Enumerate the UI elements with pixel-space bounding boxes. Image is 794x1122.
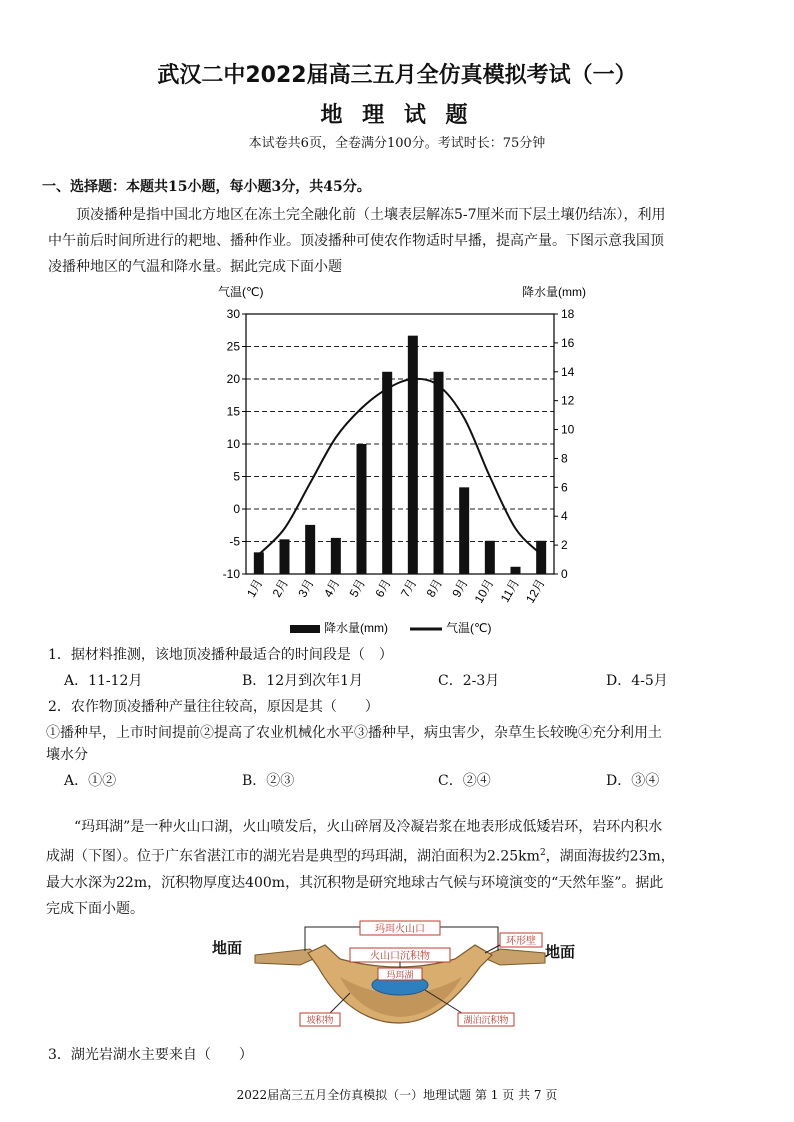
- x-tick-label: 9月: [449, 576, 471, 600]
- superscript: 2: [539, 848, 546, 858]
- passage-1-line: 凌播种地区的气温和降水量。据此完成下面小题: [48, 259, 342, 275]
- x-tick-label: 7月: [397, 576, 420, 600]
- crater-sediment-label: 火山口沉积物: [370, 951, 430, 962]
- precip-bar: [434, 372, 444, 574]
- passage-2-line: 完成下面小题。: [46, 900, 144, 917]
- right-tick-label: 4: [561, 509, 568, 524]
- right-tick-label: 2: [561, 538, 568, 553]
- precip-bar: [280, 539, 290, 574]
- precip-bar: [382, 372, 392, 574]
- left-tick-label: 10: [226, 437, 240, 451]
- slope-label: 坡积物: [306, 1015, 334, 1025]
- right-tick-label: 6: [561, 480, 568, 495]
- question-2-stem: 2．农作物顶凌播种产量往往较高，原因是其（ ）: [48, 699, 379, 715]
- crater-label: 玛珥火山口: [375, 924, 425, 935]
- lake-label: 玛珥湖: [386, 970, 414, 980]
- right-tick-label: 0: [561, 567, 568, 581]
- page-footer: 2022届高三五月全仿真模拟（一）地理试题 第 1 页 共 7 页: [236, 1088, 558, 1102]
- maar-lake-diagram: [200, 915, 600, 1035]
- x-tick-label: 12月: [522, 576, 548, 606]
- legend-line-label: 气温(℃): [446, 621, 492, 635]
- temperature-line: [259, 379, 541, 555]
- right-ground-strip: [482, 949, 545, 965]
- legend-bar-label: 降水量(mm): [324, 621, 388, 635]
- x-tick-label: 1月: [243, 576, 266, 600]
- q1-option-c[interactable]: C．2-3月: [438, 673, 500, 689]
- question-2-statements: ①播种早，上市时间提前②提高了农业机械化水平③播种早，病虫害少，杂草生长较晚④充分利用土: [46, 725, 662, 741]
- passage-2-line: [46, 840, 756, 870]
- precip-bar: [536, 541, 546, 574]
- passage-1: [48, 202, 748, 280]
- left-ground-label: 地面: [212, 940, 243, 957]
- q1-option-a[interactable]: A．11-12月: [64, 673, 143, 689]
- left-tick-label: 5: [233, 469, 240, 484]
- x-tick-label: 8月: [423, 576, 446, 600]
- question-2-statements-cont: 壤水分: [46, 747, 88, 763]
- left-tick-label: 30: [226, 307, 240, 321]
- q2-option-d[interactable]: D．③④: [606, 773, 660, 789]
- left-axis-title: 气温(℃): [218, 285, 264, 299]
- left-tick-label: 20: [226, 372, 240, 386]
- exam-title: 武汉二中2022届高三五月全仿真模拟考试（一）: [157, 63, 637, 88]
- right-tick-label: 12: [561, 393, 575, 408]
- precip-bar: [459, 487, 469, 574]
- right-ground-label: 地面: [545, 944, 576, 961]
- x-tick-label: 6月: [372, 576, 394, 600]
- left-tick-label: 0: [233, 502, 240, 516]
- passage-2-line: “玛珥湖”是一种火山口湖，火山喷发后，火山碎屑及冷凝岩浆在地表形成低矮岩环，岩环内积水: [74, 819, 663, 835]
- left-tick-label: 15: [226, 404, 240, 419]
- q1-option-d[interactable]: D．4-5月: [606, 673, 668, 689]
- right-tick-label: 18: [561, 307, 575, 321]
- q2-option-c[interactable]: C．②④: [438, 773, 491, 789]
- x-tick-label: 10月: [471, 576, 497, 606]
- right-axis-title: 降水量(mm): [522, 285, 586, 299]
- q1-option-b[interactable]: B．12月到次年1月: [242, 673, 364, 689]
- left-ground-strip: [255, 949, 318, 965]
- x-tick-label: 3月: [295, 576, 317, 600]
- x-tick-label: 4月: [320, 576, 343, 600]
- precip-bar: [485, 541, 495, 574]
- left-tick-label: 25: [226, 339, 240, 354]
- right-tick-label: 10: [561, 422, 575, 437]
- passage-1-line: 中午前后时间所进行的耙地、播种作业。顶凌播种可使农作物适时早播，提高产量。下图示意我国顶: [48, 233, 664, 249]
- precip-bar: [408, 336, 418, 574]
- passage-2-line: 最大水深为22m，沉积物厚度达400m，其沉积物是研究地球古气候与环境演变的“天然年鉴”。据此: [46, 874, 664, 891]
- precip-bar: [511, 567, 521, 574]
- precip-bar: [357, 444, 367, 574]
- passage-2-text: ，湖面海拔约23m，: [545, 848, 675, 865]
- question-3-stem: 3．湖光岩湖水主要来自（ ）: [48, 1047, 253, 1063]
- right-tick-label: 16: [561, 335, 575, 350]
- section-heading: 一、选择题：本题共15小题，每小题3分，共45分。: [42, 179, 371, 195]
- x-tick-label: 2月: [269, 576, 292, 600]
- precip-bar: [254, 552, 264, 574]
- q2-option-a[interactable]: A．①②: [64, 773, 117, 789]
- question-1-stem: 1．据材料推测，该地顶凌播种最适合的时间段是（ ）: [48, 647, 393, 663]
- climate-chart: [210, 282, 590, 647]
- passage-2: [46, 814, 756, 922]
- passage-2-text: 成湖（下图）。位于广东省湛江市的湖光岩是典型的玛珥湖，湖泊面积为2.25km: [46, 848, 540, 865]
- q2-option-b[interactable]: B．②③: [242, 773, 295, 789]
- precip-bar: [305, 525, 315, 574]
- legend-bar-swatch: [290, 625, 320, 633]
- exam-meta: 本试卷共6页，全卷满分100分。考试时长：75分钟: [248, 136, 546, 151]
- left-tick-label: -5: [229, 534, 240, 549]
- left-tick-label: -10: [222, 567, 240, 581]
- passage-1-line: 顶凌播种是指中国北方地区在冻土完全融化前（土壤表层解冻5-7厘米而下层土壤仍结冻），利用: [76, 207, 666, 223]
- ring-wall-label: 环形壁: [506, 936, 536, 947]
- precip-bar: [331, 538, 341, 574]
- right-tick-label: 14: [561, 364, 575, 379]
- lake-sediment-label: 湖泊沉积物: [463, 1015, 509, 1025]
- right-tick-label: 8: [561, 451, 568, 466]
- x-tick-label: 11月: [497, 576, 523, 605]
- subject-title: 地 理 试 题: [320, 103, 474, 128]
- x-tick-label: 5月: [346, 576, 369, 600]
